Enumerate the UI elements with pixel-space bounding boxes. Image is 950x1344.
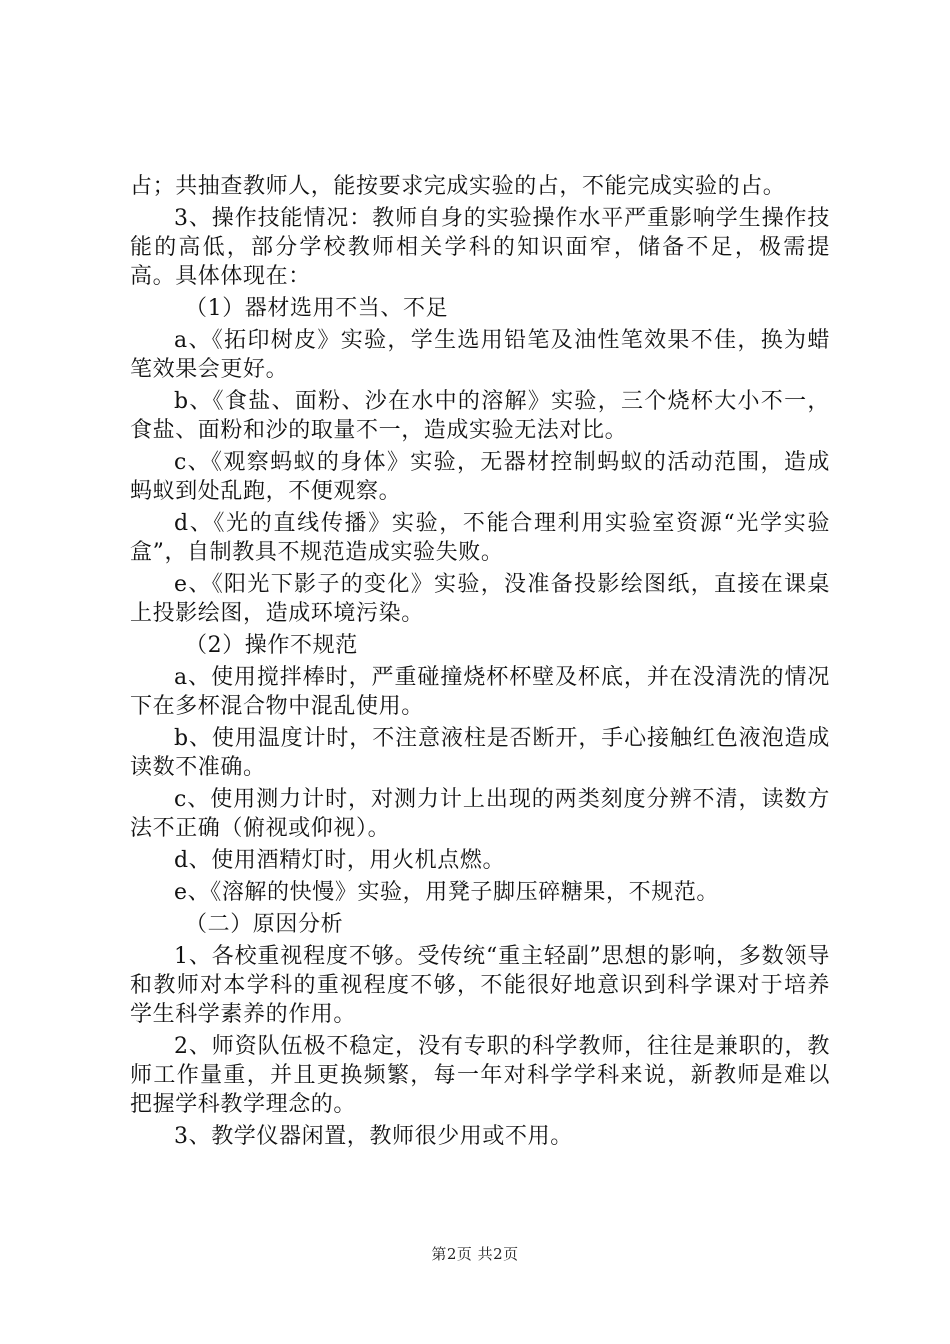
list-item-c: c、使用测力计时，对测力计上出现的两类刻度分辨不清，读数方法不正确（俯视或仰视）。 (130, 787, 830, 841)
list-item-a: a、《拓印树皮》实验，学生选用铅笔及油性笔效果不佳，换为蜡笔效果会更好。 (130, 328, 830, 382)
cause-item-2: 2、师资队伍极不稳定，没有专职的科学教师，往往是兼职的，教师工作量重，并且更换频繁，每一年对科学学科来说，新教师是难以把握学科教学理念的。 (130, 1034, 830, 1117)
section-heading-cause-analysis: （二）原因分析 (185, 912, 344, 937)
list-item-b: b、使用温度计时，不注意液柱是否断开，手心接触红色液泡造成读数不准确。 (130, 726, 830, 780)
subheading-operation-irregular: （2）操作不规范 (185, 633, 358, 658)
list-item-d: d、使用酒精灯时，用火机点燃。 (174, 848, 506, 873)
paragraph-continuation: 占；共抽查教师人，能按要求完成实验的占，不能完成实验的占。 (130, 174, 786, 199)
list-item-b: b、《食盐、面粉、沙在水中的溶解》实验，三个烧杯大小不一，食盐、面粉和沙的取量不一，造成实验无法对比。 (130, 389, 830, 443)
cause-item-3: 3、教学仪器闲置，教师很少用或不用。 (174, 1124, 573, 1149)
page-number-footer: 第2页 共2页 (431, 1245, 519, 1263)
cause-item-1: 1、各校重视程度不够。受传统“重主轻副”思想的影响，多数领导和教师对本学科的重视程度不够，不能很好地意识到科学课对于培养学生科学素养的作用。 (130, 944, 830, 1027)
document-body (130, 172, 830, 1154)
list-item-e: e、《阳光下影子的变化》实验，没准备投影绘图纸，直接在课桌上投影绘图，造成环境污染。 (130, 572, 830, 626)
list-item-c: c、《观察蚂蚁的身体》实验，无器材控制蚂蚁的活动范围，造成蚂蚁到处乱跑，不便观察。 (130, 450, 830, 504)
subheading-equipment-selection: （1）器材选用不当、不足 (185, 296, 449, 321)
list-item-d: d、《光的直线传播》实验，不能合理利用实验室资源“光学实验盒”，自制教具不规范造成实验失败。 (130, 511, 830, 565)
paragraph-operation-skills: 3、操作技能情况：教师自身的实验操作水平严重影响学生操作技能的高低，部分学校教师相关学科的知识面窄，储备不足，极需提高。具体体现在： (130, 206, 830, 289)
list-item-e: e、《溶解的快慢》实验，用凳子脚压碎糖果，不规范。 (174, 880, 720, 905)
list-item-a: a、使用搅拌棒时，严重碰撞烧杯杯壁及杯底，并在没清洗的情况下在多杯混合物中混乱使用。 (130, 665, 830, 719)
